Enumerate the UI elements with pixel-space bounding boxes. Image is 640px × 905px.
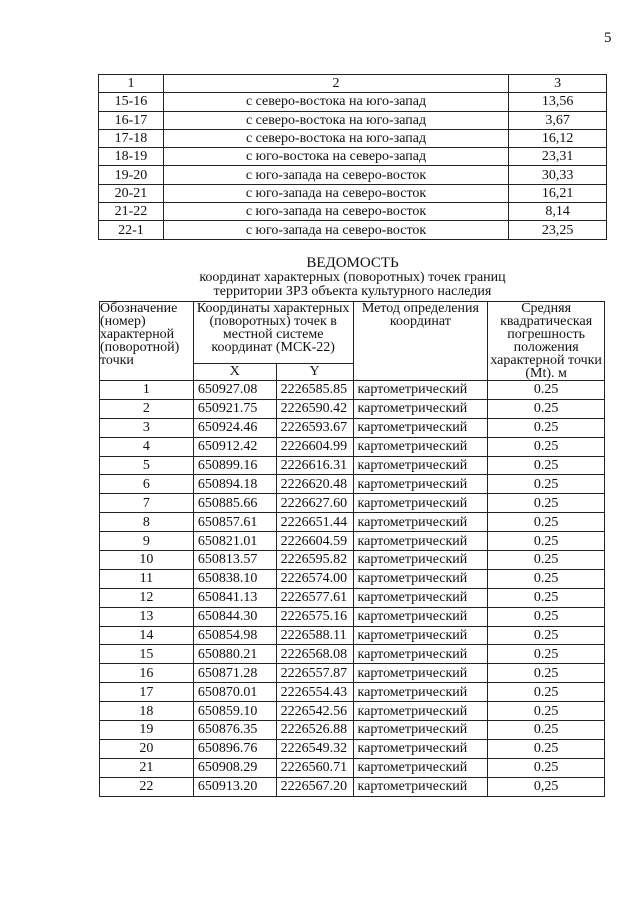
error-cell: 0.25 [488, 758, 605, 777]
point-number-cell: 18 [100, 702, 194, 721]
table-row [99, 184, 607, 202]
method-cell: картометрический [353, 381, 488, 400]
length-cell: 13,56 [509, 93, 607, 111]
x-coordinate-cell: 650908.29 [193, 758, 276, 777]
point-number-cell: 16 [100, 664, 194, 683]
point-number-cell: 4 [100, 437, 194, 456]
table-row [100, 626, 605, 645]
y-coordinate-cell: 2226567.20 [276, 777, 353, 796]
y-coordinate-cell: 2226557.87 [276, 664, 353, 683]
point-number-cell: 21 [100, 758, 194, 777]
error-cell: 0.25 [488, 664, 605, 683]
y-coordinate-cell: 2226568.08 [276, 645, 353, 664]
length-cell: 30,33 [509, 166, 607, 184]
y-coordinate-cell: 2226554.43 [276, 683, 353, 702]
error-cell: 0.25 [488, 532, 605, 551]
x-coordinate-cell: 650876.35 [193, 721, 276, 740]
error-cell: 0,25 [488, 777, 605, 796]
point-number-cell: 12 [100, 588, 194, 607]
direction-cell: с юго-востока на северо-запад [163, 148, 508, 166]
y-coordinate-cell: 2226595.82 [276, 551, 353, 570]
error-cell: 0.25 [488, 551, 605, 570]
column-header: 3 [509, 75, 607, 93]
y-coordinate-cell: 2226620.48 [276, 475, 353, 494]
method-cell: картометрический [353, 739, 488, 758]
error-cell: 0.25 [488, 645, 605, 664]
y-coordinate-cell: 2226616.31 [276, 456, 353, 475]
point-number-cell: 13 [100, 607, 194, 626]
table-row [100, 437, 605, 456]
y-coordinate-cell: 2226627.60 [276, 494, 353, 513]
direction-cell: с северо-востока на юго-запад [163, 129, 508, 147]
segment-cell: 20-21 [99, 184, 164, 202]
method-cell: картометрический [353, 626, 488, 645]
segments-table [98, 74, 607, 240]
error-cell: 0.25 [488, 494, 605, 513]
table-row [99, 166, 607, 184]
page-title: ВЕДОМОСТЬ [306, 255, 399, 271]
error-cell: 0.25 [488, 475, 605, 494]
method-cell: картометрический [353, 588, 488, 607]
title-block [100, 256, 605, 299]
column-header: 1 [99, 75, 164, 93]
point-number-cell: 19 [100, 721, 194, 740]
method-cell: картометрический [353, 418, 488, 437]
table-row [100, 456, 605, 475]
table-row [100, 381, 605, 400]
x-coordinate-cell: 650841.13 [193, 588, 276, 607]
method-cell: картометрический [353, 399, 488, 418]
x-coordinate-cell: 650838.10 [193, 569, 276, 588]
x-coordinate-cell: 650899.16 [193, 456, 276, 475]
y-coordinate-cell: 2226526.88 [276, 721, 353, 740]
length-cell: 23,31 [509, 148, 607, 166]
point-number-cell: 22 [100, 777, 194, 796]
point-number-cell: 5 [100, 456, 194, 475]
table-row [100, 777, 605, 796]
x-coordinate-cell: 650894.18 [193, 475, 276, 494]
y-coordinate-cell: 2226604.99 [276, 437, 353, 456]
x-coordinate-cell: 650813.57 [193, 551, 276, 570]
method-cell: картометрический [353, 551, 488, 570]
subtitle-line: территории ЗРЗ объекта культурного наследия [213, 284, 492, 299]
error-cell: 0.25 [488, 569, 605, 588]
segment-cell: 15-16 [99, 93, 164, 111]
x-coordinate-cell: 650912.42 [193, 437, 276, 456]
y-coordinate-cell: 2226575.16 [276, 607, 353, 626]
error-cell: 0.25 [488, 456, 605, 475]
method-cell: картометрический [353, 569, 488, 588]
table-row [100, 494, 605, 513]
table-row [100, 569, 605, 588]
header-x: X [193, 363, 276, 380]
table-row [100, 645, 605, 664]
header-error: Средняя квадратическая погрешность положения характерной точки (Mt). м [488, 302, 605, 381]
x-coordinate-cell: 650885.66 [193, 494, 276, 513]
subtitle-line: координат характерных (поворотных) точек границ [199, 270, 506, 285]
table-row [99, 148, 607, 166]
table-row [100, 758, 605, 777]
point-number-cell: 15 [100, 645, 194, 664]
coordinates-table [99, 301, 605, 797]
x-coordinate-cell: 650896.76 [193, 739, 276, 758]
y-coordinate-cell: 2226577.61 [276, 588, 353, 607]
x-coordinate-cell: 650857.61 [193, 513, 276, 532]
y-coordinate-cell: 2226542.56 [276, 702, 353, 721]
y-coordinate-cell: 2226549.32 [276, 739, 353, 758]
x-coordinate-cell: 650921.75 [193, 399, 276, 418]
table-row [100, 683, 605, 702]
error-cell: 0.25 [488, 437, 605, 456]
x-coordinate-cell: 650927.08 [193, 381, 276, 400]
direction-cell: с северо-востока на юго-запад [163, 111, 508, 129]
table-header-row [99, 75, 607, 93]
error-cell: 0.25 [488, 399, 605, 418]
y-coordinate-cell: 2226590.42 [276, 399, 353, 418]
table-row [100, 607, 605, 626]
method-cell: картометрический [353, 513, 488, 532]
method-cell: картометрический [353, 437, 488, 456]
length-cell: 8,14 [509, 203, 607, 221]
method-cell: картометрический [353, 702, 488, 721]
method-cell: картометрический [353, 475, 488, 494]
direction-cell: с северо-востока на юго-запад [163, 93, 508, 111]
header-coordinates: Координаты характерных (поворотных) точек в местной системе координат (МСК-22) [193, 302, 353, 364]
method-cell: картометрический [353, 758, 488, 777]
header-designation: Обозначение (номер) характерной (поворотной) точки [100, 302, 194, 381]
error-cell: 0.25 [488, 626, 605, 645]
table-row [100, 399, 605, 418]
segment-cell: 21-22 [99, 203, 164, 221]
y-coordinate-cell: 2226604.59 [276, 532, 353, 551]
y-coordinate-cell: 2226588.11 [276, 626, 353, 645]
table-row [99, 221, 607, 239]
error-cell: 0.25 [488, 607, 605, 626]
y-coordinate-cell: 2226593.67 [276, 418, 353, 437]
x-coordinate-cell: 650859.10 [193, 702, 276, 721]
point-number-cell: 1 [100, 381, 194, 400]
table-header-row [100, 302, 605, 364]
length-cell: 16,12 [509, 129, 607, 147]
point-number-cell: 3 [100, 418, 194, 437]
segment-cell: 16-17 [99, 111, 164, 129]
error-cell: 0.25 [488, 721, 605, 740]
point-number-cell: 6 [100, 475, 194, 494]
x-coordinate-cell: 650821.01 [193, 532, 276, 551]
x-coordinate-cell: 650854.98 [193, 626, 276, 645]
point-number-cell: 14 [100, 626, 194, 645]
table-row [99, 129, 607, 147]
segment-cell: 19-20 [99, 166, 164, 184]
table-row [99, 93, 607, 111]
point-number-cell: 20 [100, 739, 194, 758]
method-cell: картометрический [353, 607, 488, 626]
segment-cell: 22-1 [99, 221, 164, 239]
length-cell: 3,67 [509, 111, 607, 129]
point-number-cell: 2 [100, 399, 194, 418]
y-coordinate-cell: 2226585.85 [276, 381, 353, 400]
method-cell: картометрический [353, 721, 488, 740]
table-row [100, 551, 605, 570]
x-coordinate-cell: 650844.30 [193, 607, 276, 626]
direction-cell: с юго-запада на северо-восток [163, 221, 508, 239]
direction-cell: с юго-запада на северо-восток [163, 184, 508, 202]
length-cell: 16,21 [509, 184, 607, 202]
x-coordinate-cell: 650913.20 [193, 777, 276, 796]
point-number-cell: 17 [100, 683, 194, 702]
y-coordinate-cell: 2226560.71 [276, 758, 353, 777]
table-row [99, 203, 607, 221]
table-row [100, 664, 605, 683]
point-number-cell: 7 [100, 494, 194, 513]
method-cell: картометрический [353, 456, 488, 475]
x-coordinate-cell: 650871.28 [193, 664, 276, 683]
table-row [100, 739, 605, 758]
table-row [99, 111, 607, 129]
table-row [100, 513, 605, 532]
direction-cell: с юго-запада на северо-восток [163, 166, 508, 184]
header-y: Y [276, 363, 353, 380]
table-row [100, 475, 605, 494]
method-cell: картометрический [353, 664, 488, 683]
error-cell: 0.25 [488, 418, 605, 437]
table-row [100, 532, 605, 551]
error-cell: 0.25 [488, 739, 605, 758]
x-coordinate-cell: 650870.01 [193, 683, 276, 702]
direction-cell: с юго-запада на северо-восток [163, 203, 508, 221]
table-row [100, 418, 605, 437]
x-coordinate-cell: 650880.21 [193, 645, 276, 664]
x-coordinate-cell: 650924.46 [193, 418, 276, 437]
method-cell: картометрический [353, 494, 488, 513]
point-number-cell: 11 [100, 569, 194, 588]
segment-cell: 18-19 [99, 148, 164, 166]
point-number-cell: 10 [100, 551, 194, 570]
length-cell: 23,25 [509, 221, 607, 239]
method-cell: картометрический [353, 777, 488, 796]
error-cell: 0.25 [488, 683, 605, 702]
table-row [100, 721, 605, 740]
error-cell: 0.25 [488, 513, 605, 532]
method-cell: картометрический [353, 683, 488, 702]
column-header: 2 [163, 75, 508, 93]
point-number-cell: 9 [100, 532, 194, 551]
error-cell: 0.25 [488, 381, 605, 400]
table-row [100, 588, 605, 607]
y-coordinate-cell: 2226651.44 [276, 513, 353, 532]
y-coordinate-cell: 2226574.00 [276, 569, 353, 588]
method-cell: картометрический [353, 532, 488, 551]
error-cell: 0.25 [488, 588, 605, 607]
method-cell: картометрический [353, 645, 488, 664]
page-number: 5 [604, 30, 612, 46]
segment-cell: 17-18 [99, 129, 164, 147]
header-method: Метод определения координат [353, 302, 488, 381]
point-number-cell: 8 [100, 513, 194, 532]
table-row [100, 702, 605, 721]
error-cell: 0.25 [488, 702, 605, 721]
